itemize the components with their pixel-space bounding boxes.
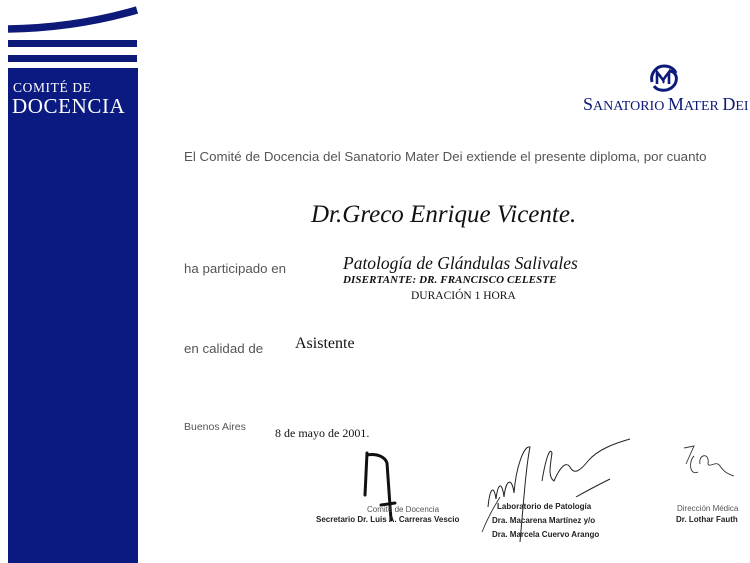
brand-name: SANATORIO MATER DEI <box>583 94 749 114</box>
issue-date: 8 de mayo de 2001. <box>275 426 370 440</box>
participated-label: ha participado en <box>184 261 287 276</box>
role-value: Asistente <box>295 335 355 352</box>
stripe-icon <box>8 55 137 62</box>
signature-department: Laboratorio de Patología <box>497 502 592 511</box>
city: Buenos Aires <box>184 421 246 433</box>
duration: DURACIÓN 1 HORA <box>411 290 516 302</box>
sidebar-title-line2: DOCENCIA <box>12 94 126 118</box>
signature-name: Secretario Dr. Luis A. Carreras Vescio <box>316 515 460 524</box>
signature-name: Dra. Marcela Cuervo Arango <box>492 530 600 539</box>
signature-department: Comité de Docencia <box>367 505 440 514</box>
handwritten-signature-icon <box>680 442 740 482</box>
signature-department: Dirección Médica <box>677 504 739 513</box>
intro-text: El Comité de Docencia del Sanatorio Mater Dei extiende el presente diploma, por cuanto <box>184 149 707 164</box>
role-label: en calidad de <box>184 341 264 356</box>
recipient-name: Dr.Greco Enrique Vicente. <box>311 201 577 228</box>
curved-stripe-icon <box>0 0 145 40</box>
stripe-icon <box>8 40 137 47</box>
sidebar-title-line1: COMITÉ DE <box>13 80 92 95</box>
signature-name: Dr. Lothar Fauth <box>676 515 738 524</box>
msd-monogram-icon <box>648 62 680 94</box>
course-title: Patología de Glándulas Salivales <box>343 253 578 273</box>
signature-name: Dra. Macarena Martínez y/o <box>492 516 596 525</box>
sidebar-panel <box>8 68 138 563</box>
speaker: DISERTANTE: DR. FRANCISCO CELESTE <box>343 274 557 286</box>
